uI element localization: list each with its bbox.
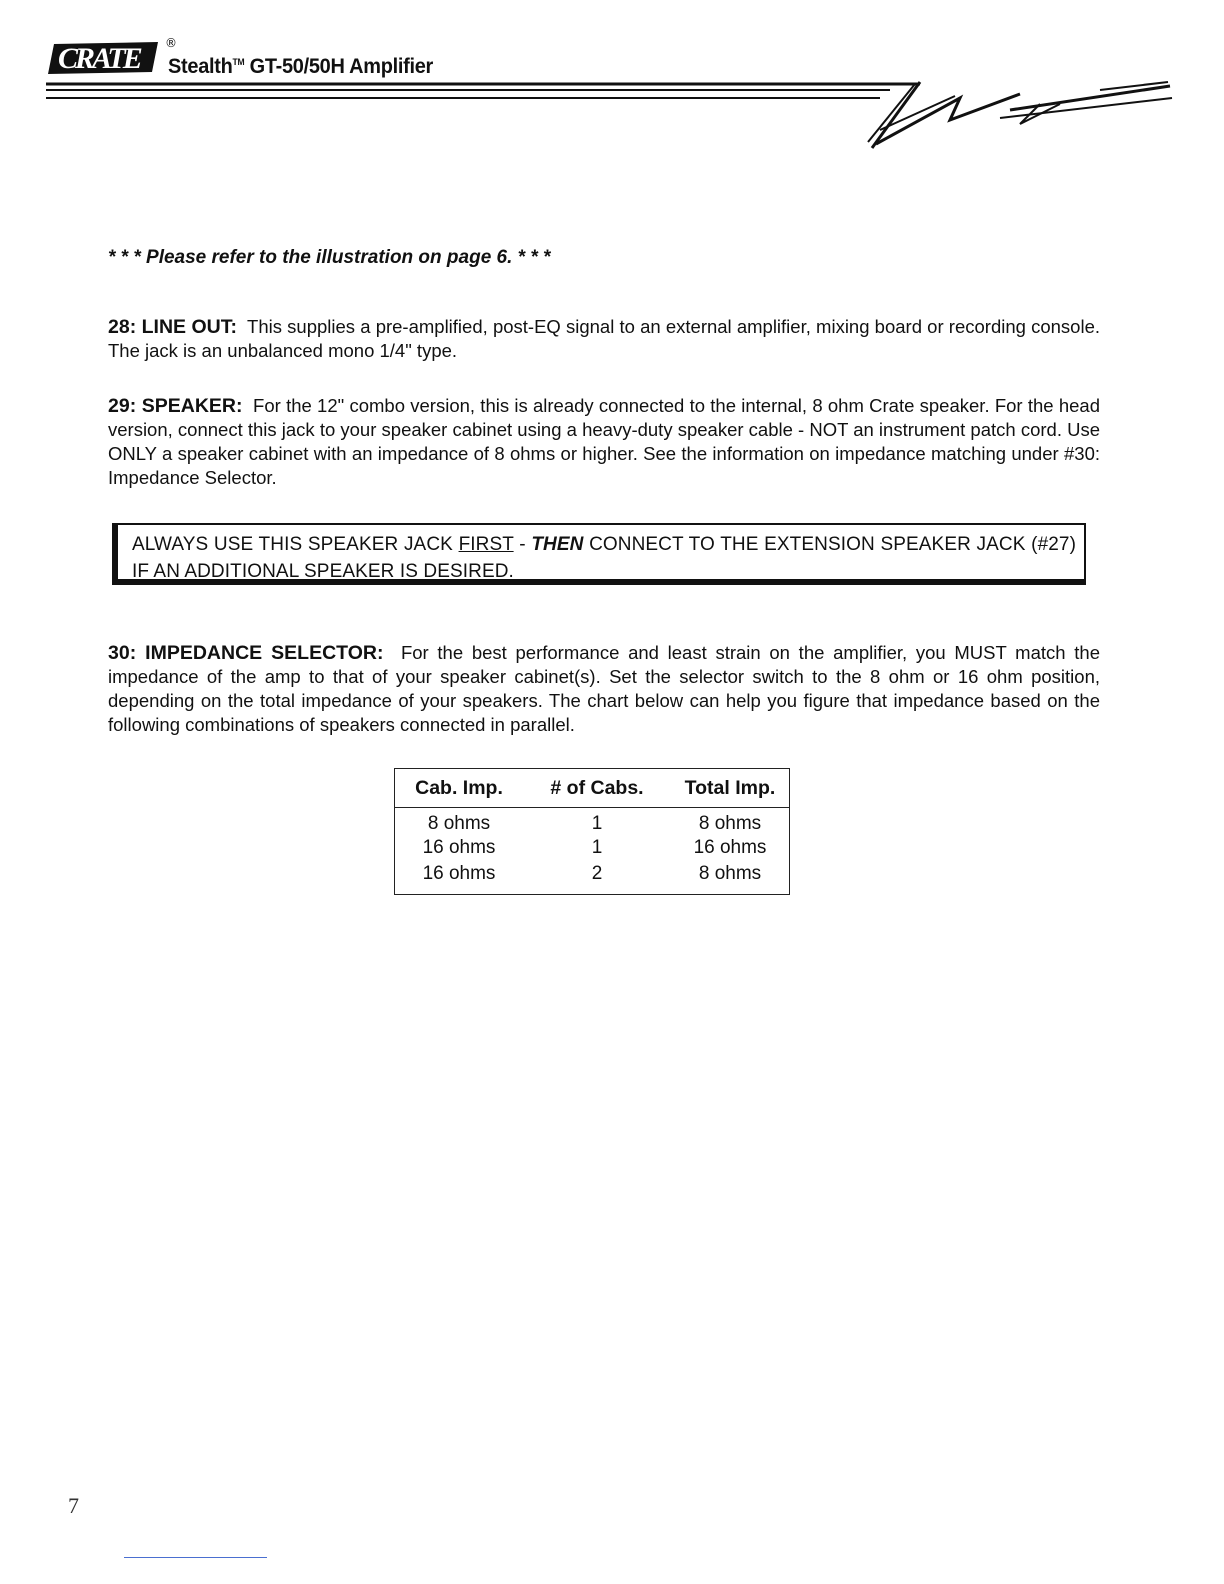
line-out-text: This supplies a pre-amplified, post-EQ signal to an external amplifier, mixing board or recording console. The jack is an unbalanced mono 1/4" type. xyxy=(108,316,1101,361)
impedance-term: 30: IMPEDANCE SELECTOR: xyxy=(108,642,384,664)
table-cell: 8 ohms xyxy=(698,813,762,834)
warning-then-italic: THEN xyxy=(531,534,584,555)
line-out-term: 28: LINE OUT: xyxy=(108,316,238,338)
model-name: GT-50/50H Amplifier xyxy=(249,55,434,78)
table-cell: 2 xyxy=(591,863,603,884)
trademark-mark: TM xyxy=(232,57,245,67)
table-cell: 8 ohms xyxy=(698,863,762,884)
table-cell: 8 ohms xyxy=(427,813,491,834)
page-number: 7 xyxy=(68,1493,79,1518)
product-name: Stealth xyxy=(168,55,233,78)
registered-mark: ® xyxy=(165,36,177,50)
impedance-paragraph xyxy=(108,641,1100,737)
impedance-table xyxy=(394,768,790,895)
table-row xyxy=(395,836,789,860)
table-cell: 16 ohms xyxy=(693,837,767,858)
warning-box xyxy=(112,523,1086,585)
impedance-text: For the best performance and least strain on the amplifier, you MUST match the impedance of the amp to that of your speaker cabinet(s). Set the selector switch to the 8 ohm or 16 ohm position, depending on the total impedance of your speakers. The chart below can help you figure that impedance based on the following combinations of speakers connected in parallel. xyxy=(108,642,1100,735)
warning-text: ALWAYS USE THIS SPEAKER JACK FIRST - THEN CONNECT TO THE EXTENSION SPEAKER JACK (#27) IF AN ADDITIONAL SPEAKER IS DESIRED. xyxy=(132,534,1076,582)
warning-first-underlined: FIRST xyxy=(458,534,514,555)
table-row xyxy=(395,860,789,888)
svg-text:CRATE: CRATE xyxy=(58,42,140,75)
table-row xyxy=(395,812,789,836)
header-rule-swoosh xyxy=(0,70,1224,160)
speaker-term: 29: SPEAKER: xyxy=(108,395,243,417)
line-out-paragraph xyxy=(108,315,1100,363)
speaker-paragraph xyxy=(108,394,1100,490)
illustration-note: * * * Please refer to the illustration on page 6. * * * xyxy=(108,247,551,268)
table-header-cell: # of Cabs. xyxy=(550,776,644,799)
table-cell: 16 ohms xyxy=(422,863,496,884)
table-cell: 1 xyxy=(591,813,603,834)
speaker-text: For the 12" combo version, this is already connected to the internal, 8 ohm Crate speaker. For the head version, connect this jack to your speaker cabinet using a heavy-duty speaker cable - NOT an instrument patch cord. Use ONLY a speaker cabinet with an impedance of 8 ohms or higher. See the information on impedance matching under #30: Impedance Selector. xyxy=(108,395,1101,488)
table-header xyxy=(395,769,789,808)
footer-rule xyxy=(124,1557,267,1558)
table-header-cell: Total Imp. xyxy=(684,776,776,799)
table-cell: 1 xyxy=(591,837,603,858)
table-cell: 16 ohms xyxy=(422,837,496,858)
table-header-cell: Cab. Imp. xyxy=(415,776,503,799)
